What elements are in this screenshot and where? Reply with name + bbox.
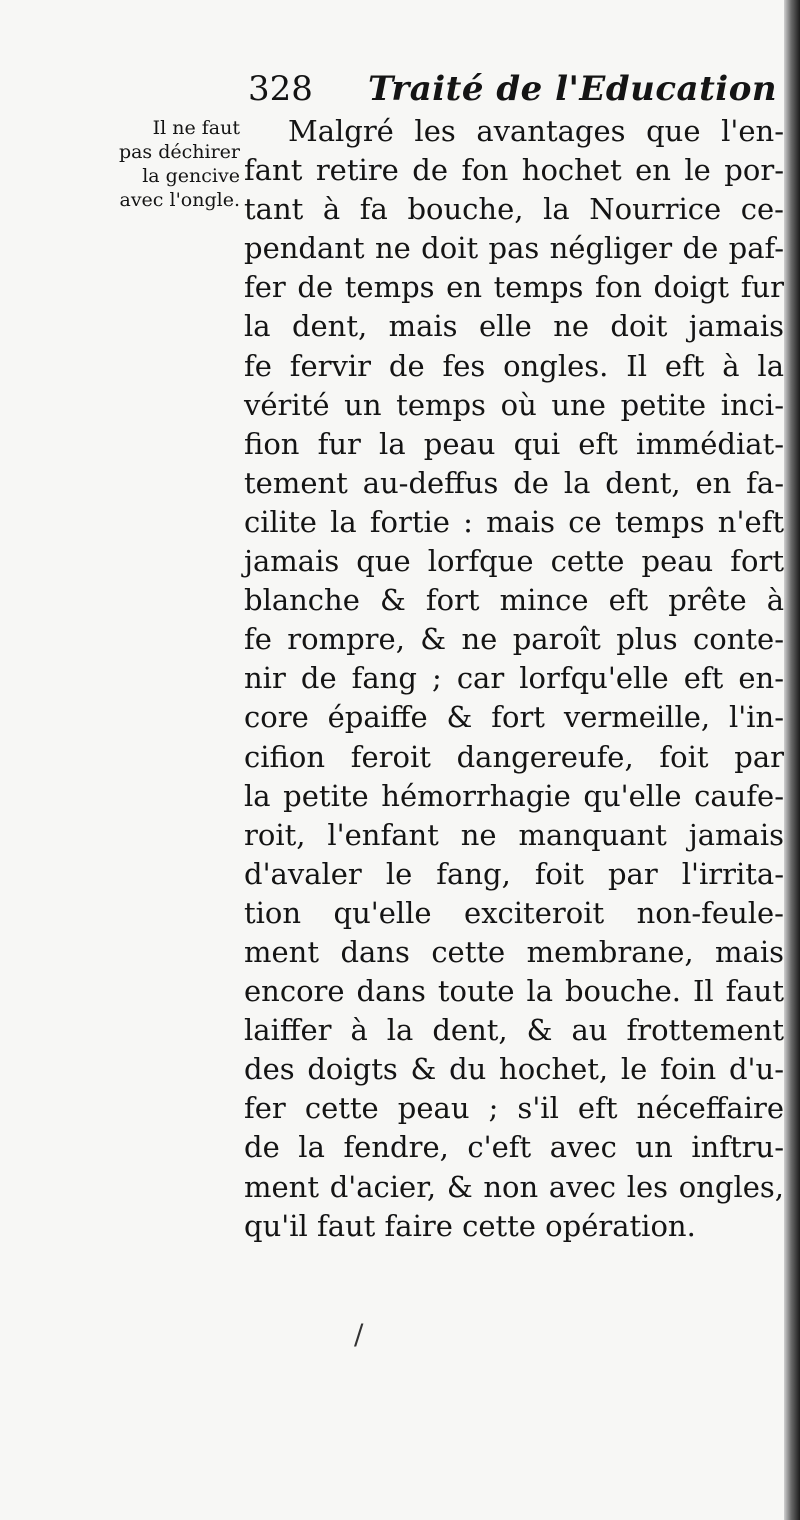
text-line: core épaiffe & fort vermeille, l'in- <box>244 700 784 735</box>
text-line: fant retire de fon hochet en le por- <box>244 153 784 188</box>
text-line: blanche & fort mince eft prête à <box>244 583 784 618</box>
text-line: jamais que lorfque cette peau fort <box>244 544 784 579</box>
marginal-note-line: pas déchirer <box>118 141 240 163</box>
marginal-note-line: Il ne faut <box>152 117 240 139</box>
text-line: tion qu'elle exciteroit non-feule- <box>244 895 784 930</box>
text-line: tement au-deffus de la dent, en fa- <box>244 465 784 500</box>
text-line: fer de temps en temps fon doigt fur <box>244 270 784 305</box>
text-line: fe rompre, & ne paroît plus conte- <box>244 622 784 657</box>
text-line: ment d'acier, & non avec les ongles, <box>244 1169 784 1204</box>
stray-ink-mark: / <box>354 1318 364 1351</box>
text-line: la dent, mais elle ne doit jamais <box>244 309 784 344</box>
text-line: des doigts & du hochet, le foin d'u- <box>244 1052 784 1087</box>
text-line: encore dans toute la bouche. Il faut <box>244 974 784 1009</box>
page-number: 328 <box>248 69 313 109</box>
text-line: fion fur la peau qui eft immédiat- <box>244 426 784 461</box>
text-line: vérité un temps où une petite inci- <box>244 387 784 422</box>
marginal-note <box>50 116 240 212</box>
marginal-note-line: la gencive <box>142 165 240 187</box>
text-line: d'avaler le fang, foit par l'irrita- <box>244 856 784 891</box>
text-line: ment dans cette membrane, mais <box>244 934 784 969</box>
text-line: de la fendre, c'eft avec un inftru- <box>244 1130 784 1165</box>
text-line: nir de fang ; car lorfqu'elle eft en- <box>244 661 784 696</box>
marginal-note-line: avec l'ongle. <box>119 189 240 211</box>
text-line: cifion feroit dangereufe, foit par <box>244 739 784 774</box>
page-edge-shadow <box>784 0 800 1520</box>
text-line: Malgré les avantages que l'en- <box>288 114 784 148</box>
text-line: cilite la fortie : mais ce temps n'eft <box>244 504 784 539</box>
text-line: tant à fa bouche, la Nourrice ce- <box>244 192 784 227</box>
text-line: fer cette peau ; s'il eft néceffaire <box>244 1091 784 1126</box>
text-line: la petite hémorrhagie qu'elle caufe- <box>244 778 784 813</box>
text-line: laiffer à la dent, & au frottement <box>244 1013 784 1048</box>
text-line: roit, l'enfant ne manquant jamais <box>244 817 784 852</box>
text-line: qu'il faut faire cette opération. <box>244 1208 696 1243</box>
text-line: fe fervir de fes ongles. Il eft à la <box>244 348 784 383</box>
running-head <box>248 64 778 114</box>
running-title: Traité de l'Education <box>368 69 778 109</box>
text-line: pendant ne doit pas négliger de paf- <box>244 231 784 266</box>
body-text <box>244 112 784 1246</box>
